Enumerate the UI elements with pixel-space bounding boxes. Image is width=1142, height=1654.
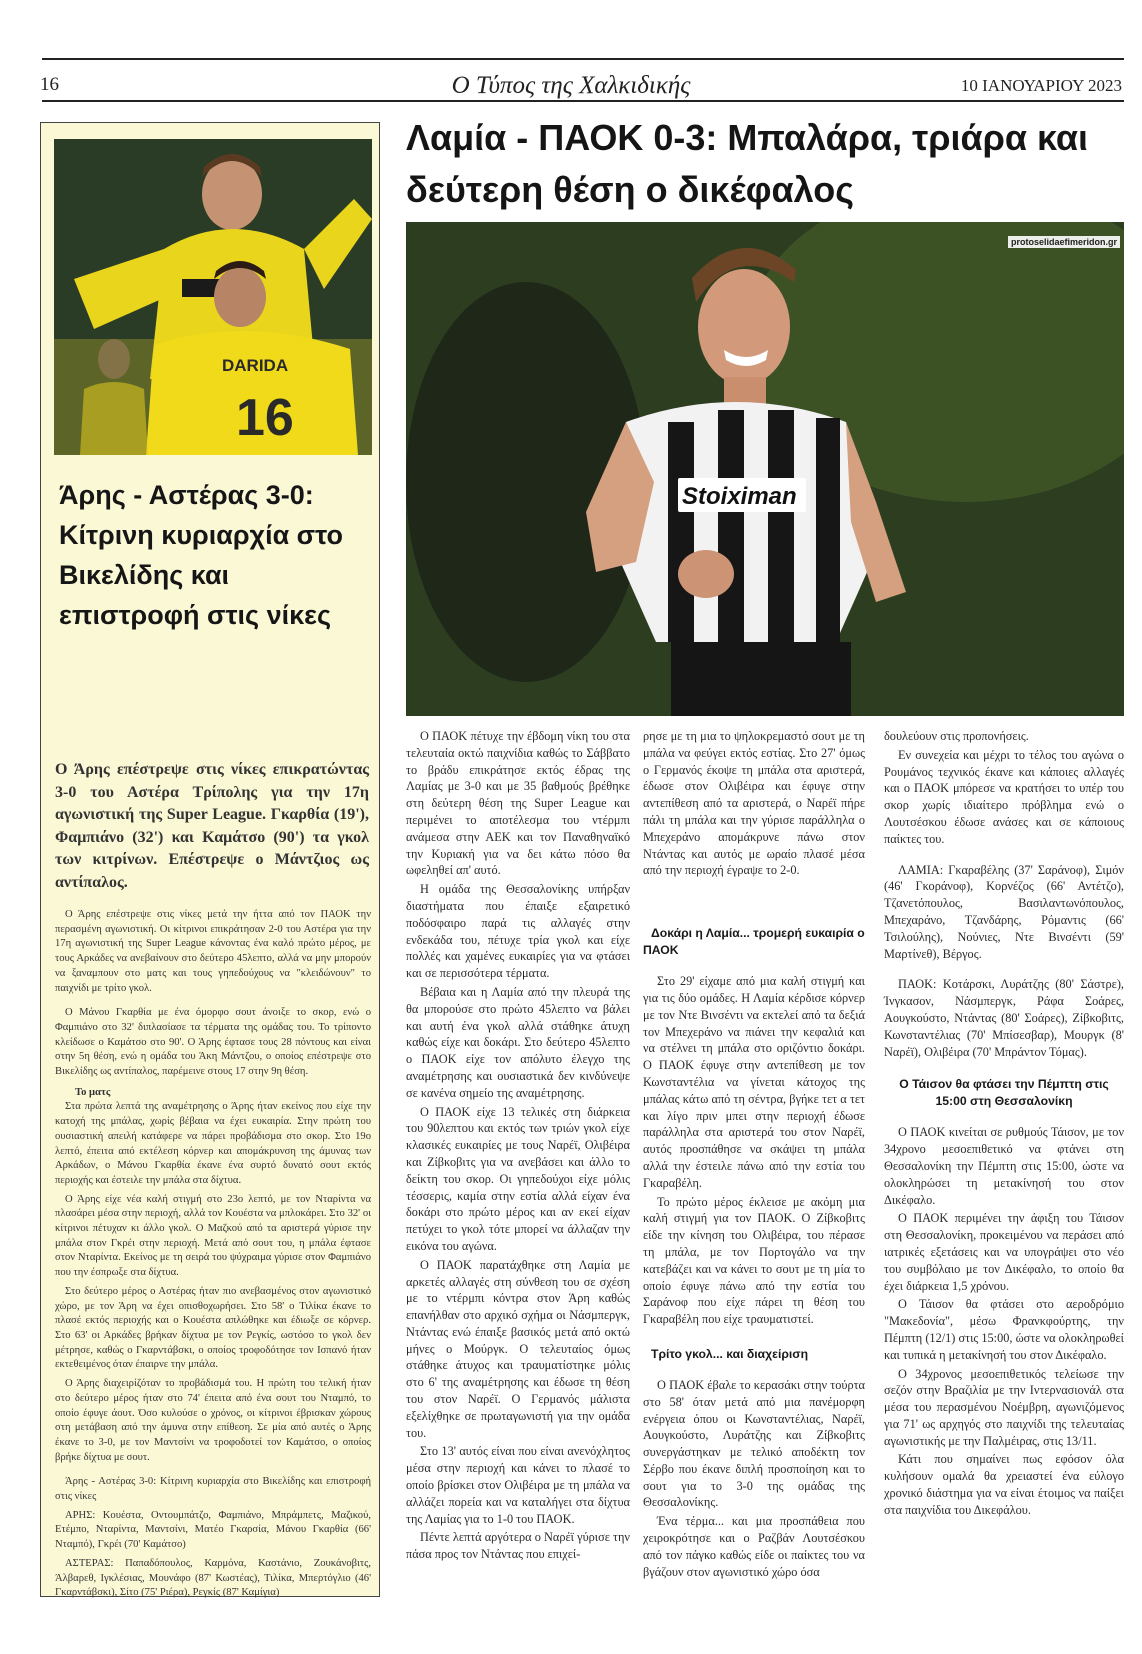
sidebar-paragraph: Ο Άρης είχε νέα καλή στιγμή στο 23ο λεπτό, με τον Νταρίντα να πλασάρει μέσα στην περιοχή, αλλά τον Κουέστα να μπλοκάρει. Στο 32' οι κίτρινοι πέτυχαν κι άλλο γκολ. Ο Μαζκού από τα αριστερά γύρισε την μπάλα στον Γκρέι στην περιοχή. Μετά από σουτ του, η μπάλα έφτασε στον Νταρίντα. Εκείνος με τη σειρά του ψύχραιμα γύρισε στον Φαμπιάνο που την έσπρωξε στα δίχτυα. (55, 1193, 371, 1279)
sponsor-logo: Stoiximan (682, 483, 797, 510)
lineup-paok: ΠΑΟΚ: Κοτάρσκι, Λυράτζης (80' Σάστρε), Ίνγκασον, Νάσμπεργκ, Ράφα Σοάρες, Αουγκούστο, Ντάντας (80' Σοάρες), Ζίβκοβιτς, Κωνσταντέλιας (70' Μπίσεσβαρ), Μουργκ (8' Ναρέϊ), Ολιβέιρα (70' Μπράντον Τόμας). (884, 977, 1124, 1059)
sidebar-subhead: Το ματς (75, 1086, 111, 1098)
article-paragraph: Ο ΠΑΟΚ έβαλε το κερασάκι στην τούρτα στο 58' όταν μετά από μια πανέμορφη ενέργεια όπου οι Κωνσταντέλιας, Ναρέϊ, Αουγκούστο, Λυράτζης και Ζίβκοβιτς συνεργάστηκαν με τελικό αποδέκτη τον Σέρβο που έκανε διπλή προσποίηση και το σουτ για το 3-0 της ομάδας της Θεσσαλονίκης. (643, 1377, 865, 1510)
sidebar-article (40, 122, 380, 1597)
article-paragraph: Πέντε λεπτά αργότερα ο Ναρέϊ γύρισε την πάσα προς τον Ντάντας που επιχεί- (406, 1530, 630, 1562)
sidebar-lead: Ο Άρης επέστρεψε στις νίκες επικρατώντας 3-0 του Αστέρα Τρίπολης για την 17η αγωνιστική της Super League. Γκαρθία (19'), Φαμπιάνο (32') και Καμάτσο (90') τα γκολ των κιτρίνων. Επέστρεψε ο Μάντζιος ως αντίπαλος. (55, 761, 369, 891)
lineup-lamia: ΛΑΜΙΑ: Γκαραβέλης (37' Σαράνοφ), Σιμόν (46' Γκοράνοφ), Κορνέζος (66' Αντέτζο), Τζανετόπουλος, Βασιλαντωνόπουλος, Μπεχαράνο, Τζανδάρης, Ρόμαντις (66' Τσιλούλης), Νούνιες, Ντε Βινσέντι (59' Μαρτίνεθ), Βέργος. (884, 862, 1124, 961)
article-subhead: Ο Τάισον θα φτάσει την Πέμπτη στις 15:00 στη Θεσσαλονίκη (899, 1077, 1109, 1109)
article-paragraph: Ο ΠΑΟΚ πέτυχε την έβδομη νίκη του στα τελευταία οκτώ παιχνίδια καθώς το Σάββατο το βράδυ επικράτησε εκτός έδρας της Λαμίας με 3-0 και με 35 βαθμούς βρέθηκε στη δεύτερη θέση της Super League και περιμένει το αποτέλεσμα του ντέρμπι ανάμεσα στην ΑΕΚ και τον Παναθηναϊκό την Κυριακή για να δει κάτω πόσο θα ωφεληθεί απ' αυτό. (406, 729, 630, 878)
article-column-2 (643, 728, 865, 1582)
top-rule (42, 58, 1124, 60)
article-paragraph: Κάτι που σημαίνει πως εφόσον όλα κυλήσουν ομαλά θα χρειαστεί ένα εύλογο χρονικό διάστημα για να είναι έτοιμος να παίξει στα παιχνίδια του Δικεφάλου. (884, 1452, 1124, 1517)
article-paragraph: Ο ΠΑΟΚ περιμένει την άφιξη του Τάισον στη Θεσσαλονίκη, προκειμένου να περάσει από ιατρικές εξετάσεις και να υπογράψει στο νέο του συμβόλαιο με τον Δικέφαλο, το οποίο θα έχει διάρκεια 1,5 χρόνου. (884, 1211, 1124, 1293)
sidebar-paragraph: Στο δεύτερο μέρος ο Αστέρας ήταν πιο ανεβασμένος στον αγωνιστικό χώρο, με τον Άρη να έχει οπισθοχωρήσει. Στο 58' ο Τιλίκα έκανε το πλασέ εκτός περιοχής και ο Κουέστα απλώθηκε και έδιωξε σε κόρνερ. Στο 63' οι Αρκάδες βρήκαν δίχτυα με τον Ρεγκίς, ωστόσο το γκολ δεν μέτρησε, καθώς ο Γκαρντάβσκι, ο οποίος τροφοδότησε τον Ισπανό ήταν εκτεθειμένος όταν έπαιρνε την μπάλα. (55, 1285, 371, 1371)
article-paragraph: ρησε με τη μια το ψηλοκρεμαστό σουτ με τη μπάλα να φεύγει εκτός εστίας. Στο 27' όμως ο Γερμανός έκοψε τη μπάλα στα αριστερά, έδωσε στον Ολιβέιρα και έφυγε στην αντεπίθεση από τα αριστερά, ο Ναρέϊ πήρε πάλι τη μπάλα και την γύρισε παράλληλα ο Μπεχεράνο απομάκρυνε πάνω στον Ντάντας και αυτός με ωραίο πλασέ μέσα από την περιοχή έγραψε το 2-0. (643, 729, 865, 878)
sidebar-paragraph: Ο Άρης επέστρεψε στις νίκες μετά την ήττα από τον ΠΑΟΚ την περασμένη αγωνιστική. Οι κίτρινοι επικράτησαν 2-0 του Αστέρα για την 17η αγωνιστική της Super League κάνοντας ένα καλό πρώτο μέρος, με τους Αρκάδες να ανεβαίνουν στο δεύτερο 45λεπτο, αλλά να μην μπορούν να ξαναμπουν στο ματς και τους γηπεδούχους να "κλειδώνουν" το παιχνίδι με τρίτο γκολ. (55, 909, 371, 994)
article-subhead: Δοκάρι η Λαμία... τρομερή ευκαιρία ο ΠΑΟΚ (643, 926, 865, 958)
photo-watermark: protoselidaefimeridon.gr (1008, 236, 1120, 248)
header-rule (42, 100, 1124, 102)
aris-celebration-photo (54, 139, 372, 455)
sidebar-lineup: Άρης - Αστέρας 3-0: Κίτρινη κυριαρχία στο Βικελίδης και επιστροφή στις νίκες (55, 1476, 371, 1503)
article-paragraph: Ο ΠΑΟΚ είχε 13 τελικές στη διάρκεια του 90λεπτου και εκτός των τριών γκολ είχε κλασικές ευκαιρίες με τους Ναρέϊ, Ολιβέιρα και Ζίβκοβιτς για να ανεβάσει και άλλο το δείκτη του σκορ. Οι γηπεδούχοι είχε μόλις τέσσερις, καμία στην εστία αλλά είχαν ένα δοκάρι στο πρώτο μέρος και αν εκεί είχαν πετύχει το γκολ τότε μπορεί να άλλαζαν την εικόνα του αγώνα. (406, 1104, 630, 1253)
sidebar-body (55, 908, 371, 1605)
sidebar-headline: Άρης - Αστέρας 3-0: Κίτρινη κυριαρχία στο Βικελίδης και επιστροφή στις νίκες (59, 480, 343, 630)
sidebar-paragraph: Ο Άρης διαχειρίζόταν το προβάδισμά του. Η πρώτη του τελική ήταν στο δεύτερο μέρος ήταν στο 74' έπειτα από ένα σουτ του Νταμπό, το οποίο έφυγε άουτ. Όσο κυλούσε ο χρόνος, οι κίτρινοι έβρισκαν χώρους στη μετάβαση από την άμυνα στην επίθεση. Σε μία από αυτές ο Άρης έκανε το 3-0, με τον Μαντσίνι να τροφοδοτεί τον Καμάτσο, ο οποίος βρήκε δίχτυα με σουτ. (55, 1378, 371, 1463)
article-column-3 (884, 728, 1124, 1521)
sidebar-lineup: ΑΡΗΣ: Κουέστα, Οντουμπάτζο, Φαμπιάνο, Μπράμπετς, Μαζικού, Ετέμπο, Νταρίντα, Μαντσίνι, Ματέο Γκαρσία, Μάνου Γκαρθία (66' Νταμπό), Γκρέι (70' Καμάτσο) (55, 1509, 371, 1551)
jersey-name: DARIDA (222, 356, 289, 375)
article-paragraph: Ένα τέρμα... και μια προσπάθεια που χειροκρότησε και ο Ραζβάν Λουτσέσκου από τον πάγκο καθώς είδε οι παίκτες του να βγάζουν στον αγωνιστικό χώρο όσα (643, 1514, 865, 1579)
article-paragraph: Εν συνεχεία και μέχρι το τέλος του αγώνα ο Ρουμάνος τεχνικός έκανε και κάποιες αλλαγές και ο ΠΑΟΚ μπόρεσε να κρατήσει το υπέρ του σκορ χωρίς ιδιαίτερο πρόβλημα ενώ ο Λουτσέσκου έδωσε ανάσες και σε κάποιους παίκτες του. (884, 747, 1124, 846)
sidebar-paragraph: Ο Μάνου Γκαρθία με ένα όμορφο σουτ άνοιξε το σκορ, ενώ ο Φαμπιάνο στο 32' διπλασίασε τα τέρματα της ομάδας του. Το τρίποντο κλείδωσε ο Καμάτσο στο 90'. Ο Άρης έφτασε τους 28 πόντους και είναι στην 5η θέση, ενώ η ομάδα του Άκη Μάντζου, ο οποίος επέστρεψε στο Βικελίδης ως αντίπαλος, παρέμεινε στους 17 στην 9η θέση. (55, 1007, 371, 1078)
paok-player-photo (406, 222, 1124, 716)
article-paragraph: Ο 34χρονος μεσοεπιθετικός τελείωσε την σεζόν στην Βραζιλία με την Ιντερνασιονάλ στα μέσα του περασμένου Νοέμβρη, αγωνιζόμενος για 71' ως αρχηγός στο παιχνίδι της τελευταίας αγωνιστικής με την Παλμέιρας, στις 13/11. (884, 1366, 1124, 1448)
article-paragraph: Το πρώτο μέρος έκλεισε με ακόμη μια καλή στιγμή για τον ΠΑΟΚ. Ο Ζίβκοβιτς είδε την κίνηση του Ολιβέιρα, του πέρασε τη μπάλα, με τον Πορτογάλο να την κατεβάζει και να κάνει το σουτ με τη μία το οποίο έφυγε πάνω από την εστία του Σαράνοφ που είχε πάρει τη θέση του Γκαραβέλη που είχε τραυματιστεί. (643, 1194, 865, 1327)
masthead: Ο Τύπος της Χαλκιδικής (451, 72, 691, 99)
article-paragraph: Στο 29' είχαμε από μια καλή στιγμή και για τις δύο ομάδες. Η Λαμία κέρδισε κόρνερ με τον Ντε Βινσέντι να εκτελεί από τα δεξιά τον Μπεχεράνο να πιάνει την κεφαλιά και να στέλνει τη μπάλα στο οριζόντιο δοκάρι. Ο ΠΑΟΚ έφυγε στην αντεπίθεση με τον Κωνσταντέλια να γίνεται κάτοχος της μπάλας κάτω από τη σέντρα, βγήκε τετ α τετ και λίγο πριν μπει στην περιοχή έδωσε παράλληλα στα αριστερά του στον Ναρέϊ, αυτός προσπάθησε να σκάψει τη μπάλα αλλά την έστειλε πάνω από την εστία του Γκαραβέλη. (643, 974, 865, 1190)
article-paragraph: Η ομάδα της Θεσσαλονίκης υπήρξαν διαστήματα που έπαιξε εξαιρετικό ποδόσφαιρο παρά τις αλλαγές στην ενδεκάδα του, πέτυχε τρία γκολ και είχε πολλές και χαμένες ευκαιρίες για να φτάσει και σε περισσότερα τέρματα. (406, 882, 630, 981)
article-paragraph: Βέβαια και η Λαμία από την πλευρά της θα μπορούσε στο πρώτο 45λεπτο να βάλει και αυτή ένα γκολ αλλά στάθηκε άτυχη καθώς είχε και δοκάρι. Στο δεύτερο 45λεπτο ο ΠΑΟΚ είχε τον απόλυτο έλεγχο της αναμέτρησης και ουσιαστικά δεν κινδύνεψε σε κανένα σημείο της αναμέτρησης. (406, 984, 630, 1100)
article-paragraph: Ο ΠΑΟΚ παρατάχθηκε στη Λαμία με αρκετές αλλαγές στη σύνθεση του σε σχέση με το ντέρμπι κόντρα στον Άρη καθώς επανήλθαν στο αρχικό σχήμα οι Νάσμπεργκ, Ντάντας ενώ έπαιξε βασικός μετά από οκτώ μήνες ο Μούργκ. Ο τελευταίος όμως στάθηκε άτυχος και τραυματίστηκε μόλις στο 6' της αναμέτρησης και έδωσε τη θέση του στον Ναρέϊ. Ο Γερμανός μάλιστα εξελίχθηκε σε πρωταγωνιστή για την ομάδα του. (406, 1257, 630, 1440)
article-column-1 (406, 728, 630, 1565)
issue-date: 10 ΙΑΝΟΥΑΡΙΟΥ 2023 (960, 76, 1122, 95)
sidebar-paragraph: Στα πρώτα λεπτά της αναμέτρησης ο Άρης ήταν εκείνος που είχε την κατοχή της μπάλας, χωρίς βέβαια να έχει ευκαιρία. Στην πρώτη του ουσιαστική απειλή κατάφερε να πάρει προβάδισμα στο σκορ. Στο 19ο λεπτό, έπειτα από εκτέλεση κόρνερ και απομάκρυνση της άμυνας των Αρκάδων, ο Μάνου Γκαρθία έκανε ένα συρτό δυνατό σουτ εκτός περιοχής και έστειλε την μπάλα στα δίχτυα. (55, 1101, 371, 1186)
article-paragraph: Στο 13' αυτός είναι που είναι ανενόχλητος μέσα στην περιοχή και κάνει το πλασέ το οποίο βρίσκει στον Ολιβέιρα με τη μπάλα να αλλάζει πορεία και να καταλήγει στα δίχτυα της Λαμίας για το 1-0 του ΠΑΟΚ. (406, 1444, 630, 1526)
article-paragraph: δουλεύουν στις προπονήσεις. (884, 729, 1029, 743)
article-paragraph: Ο ΠΑΟΚ κινείται σε ρυθμούς Τάισον, με τον 34χρονο μεσοεπιθετικό να φτάνει στη Θεσσαλονίκη την Πέμπτη στις 15:00, ώστε να ολοκληρώσει τη μετακίνησή του στον Δικέφαλο. (884, 1125, 1124, 1207)
page-number: 16 (40, 74, 59, 95)
article-headline: Λαμία - ΠΑΟΚ 0-3: Μπαλάρα, τριάρα και δεύτερη θέση ο δικέφαλος (406, 117, 1089, 210)
jersey-number: 16 (236, 389, 294, 447)
article-paragraph: Ο Τάισον θα φτάσει στο αεροδρόμιο "Μακεδονία", μέσω Φρανκφούρτης, την Πέμπτη (12/1) στις 15:00, ώστε να ολοκληρωθεί και τυπικά η μετακίνησή του στον Δικέφαλο. (884, 1297, 1124, 1362)
sidebar-lineup: ΑΣΤΕΡΑΣ: Παπαδόπουλος, Καρμόνα, Καστάνιο, Ζουκάνοβιτς, Άλβαρεθ, Ιγκλέσιας, Μουνάφο (87' Κωστέας), Τιλίκα, Μπερτόγλιο (46' Γκαρντάβσκι), Σίτο (75' Ριέρα), Ρεγκίς (87' Καμίγια) (55, 1557, 371, 1599)
article-subhead: Τρίτο γκολ... και διαχείριση (651, 1346, 809, 1361)
